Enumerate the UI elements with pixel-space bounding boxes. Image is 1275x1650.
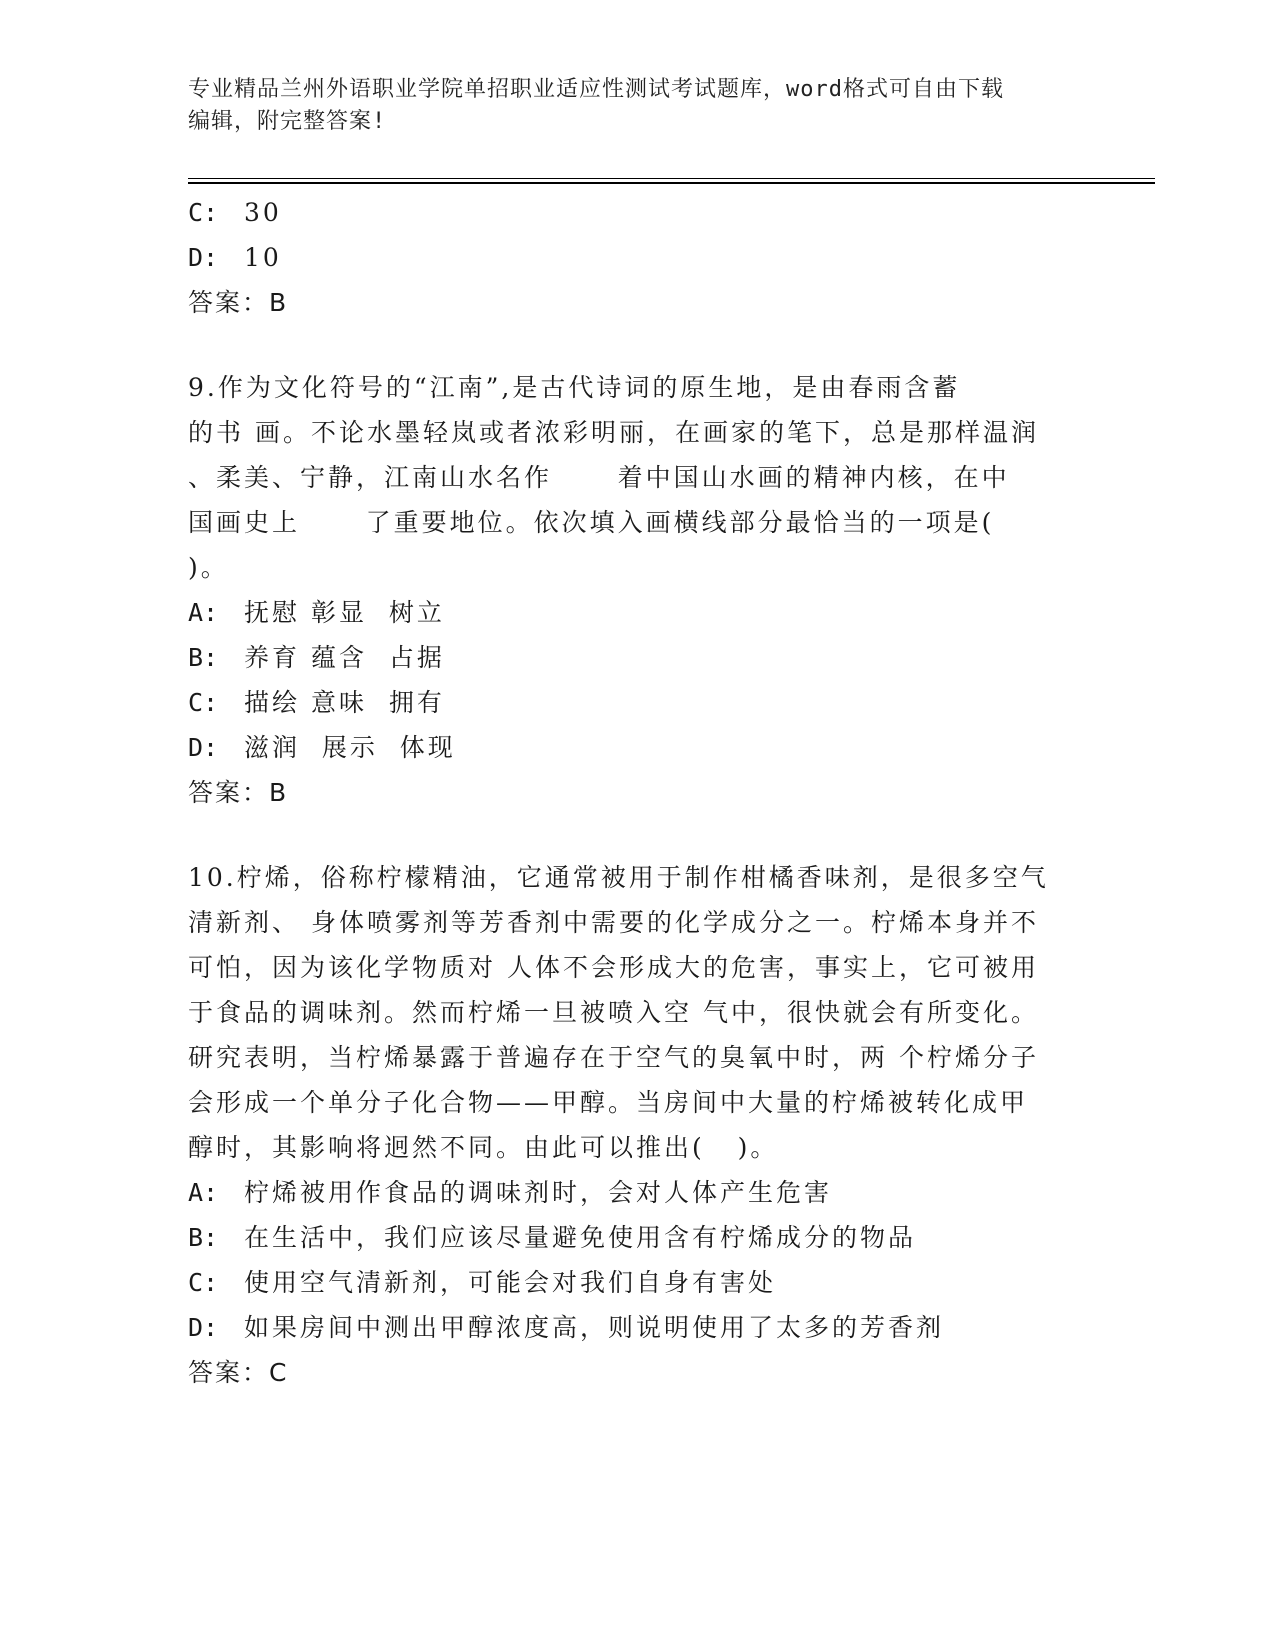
option-d bbox=[188, 235, 1088, 280]
answer-line: 答案：B bbox=[188, 288, 289, 317]
page-header bbox=[188, 74, 1088, 138]
document-body bbox=[188, 190, 1088, 1395]
question-text-line: 国画史上 了重要地位。依次填入画横线部分最恰当的一项是( bbox=[188, 508, 995, 537]
option-text: 10 bbox=[244, 243, 282, 272]
option-d bbox=[188, 725, 1088, 770]
spacer bbox=[188, 815, 1088, 855]
question-text-line: 的书 画。不论水墨轻岚或者浓彩明丽，在画家的笔下，总是那样温润 bbox=[188, 418, 1039, 447]
option-c bbox=[188, 680, 1088, 725]
option-key: A: bbox=[188, 598, 219, 627]
option-text: 柠烯被用作食品的调味剂时，会对人体产生危害 bbox=[244, 1178, 833, 1207]
header-line-1: 专业精品兰州外语职业学院单招职业适应性测试考试题库，word格式可自由下载 bbox=[188, 77, 1004, 102]
option-text: 描绘 意味 拥有 bbox=[244, 688, 445, 717]
question-text-line: )。 bbox=[188, 553, 229, 582]
option-text: 滋润 展示 体现 bbox=[244, 733, 456, 762]
option-text: 如果房间中测出甲醇浓度高，则说明使用了太多的芳香剂 bbox=[244, 1313, 945, 1342]
question-text-line: 醇时，其影响将迥然不同。由此可以推出( )。 bbox=[188, 1133, 779, 1162]
question-9 bbox=[188, 365, 1088, 815]
option-key: B: bbox=[188, 1223, 219, 1252]
option-text: 在生活中，我们应该尽量避免使用含有柠烯成分的物品 bbox=[244, 1223, 917, 1252]
option-key: C: bbox=[188, 1268, 219, 1297]
option-text: 养育 蕴含 占据 bbox=[244, 643, 445, 672]
question-text-line: 会形成一个单分子化合物——甲醇。当房间中大量的柠烯被转化成甲 bbox=[188, 1088, 1029, 1117]
header-line-2: 编辑，附完整答案! bbox=[188, 109, 387, 134]
option-b bbox=[188, 1215, 1088, 1260]
option-key: A: bbox=[188, 1178, 219, 1207]
question-text-line: 10.柠烯，俗称柠檬精油，它通常被用于制作柑橘香味剂，是很多空气 bbox=[188, 863, 1049, 892]
option-text: 30 bbox=[244, 198, 282, 227]
option-b bbox=[188, 635, 1088, 680]
option-text: 抚慰 彰显 树立 bbox=[244, 598, 445, 627]
option-a bbox=[188, 1170, 1088, 1215]
option-a bbox=[188, 590, 1088, 635]
option-key: B: bbox=[188, 643, 219, 672]
option-c bbox=[188, 1260, 1088, 1305]
option-key: C: bbox=[188, 198, 219, 227]
option-c bbox=[188, 190, 1088, 235]
option-key: D: bbox=[188, 243, 219, 272]
header-divider bbox=[188, 178, 1155, 179]
option-key: D: bbox=[188, 733, 219, 762]
header-divider-thick bbox=[188, 182, 1155, 184]
answer-line: 答案：B bbox=[188, 778, 289, 807]
question-text-line: 9.作为文化符号的“江南”,是古代诗词的原生地，是由春雨含蓄 bbox=[188, 373, 961, 402]
answer-line: 答案：C bbox=[188, 1358, 289, 1387]
question-text-line: 研究表明，当柠烯暴露于普遍存在于空气的臭氧中时，两 个柠烯分子 bbox=[188, 1043, 1039, 1072]
option-key: D: bbox=[188, 1313, 219, 1342]
question-text-line: 、柔美、宁静，江南山水名作 着中国山水画的精神内核，在中 bbox=[188, 463, 1010, 492]
option-text: 使用空气清新剂，可能会对我们自身有害处 bbox=[244, 1268, 777, 1297]
question-8 bbox=[188, 190, 1088, 325]
option-d bbox=[188, 1305, 1088, 1350]
question-10 bbox=[188, 855, 1088, 1395]
spacer bbox=[188, 325, 1088, 365]
question-text-line: 可怕，因为该化学物质对 人体不会形成大的危害，事实上，它可被用 bbox=[188, 953, 1039, 982]
question-text-line: 于食品的调味剂。然而柠烯一旦被喷入空 气中，很快就会有所变化。 bbox=[188, 998, 1039, 1027]
question-text-line: 清新剂、 身体喷雾剂等芳香剂中需要的化学成分之一。柠烯本身并不 bbox=[188, 908, 1039, 937]
option-key: C: bbox=[188, 688, 219, 717]
